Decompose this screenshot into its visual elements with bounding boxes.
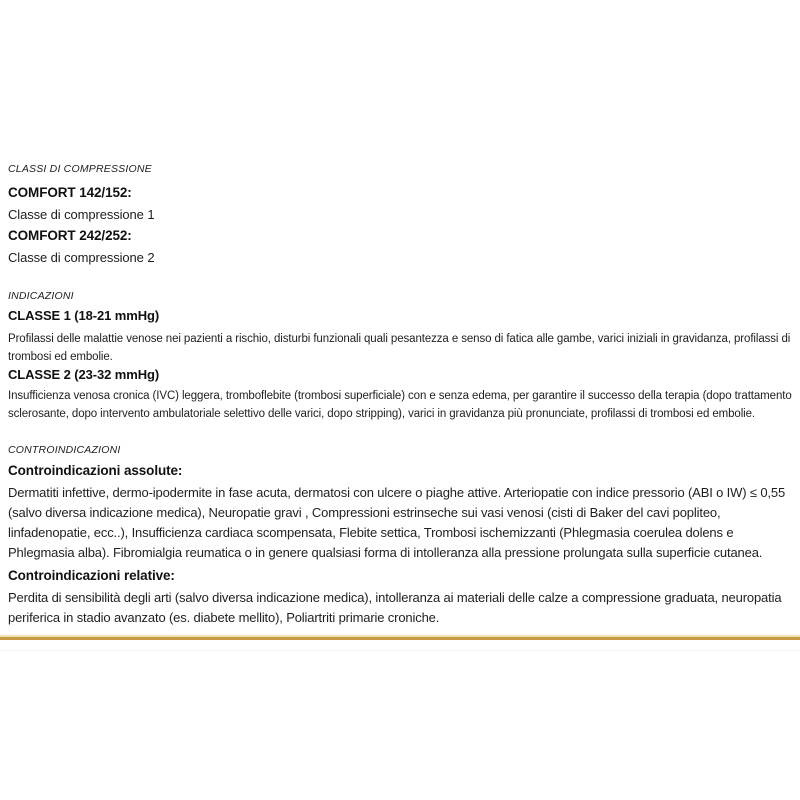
- gold-divider-line: [0, 637, 800, 640]
- comfort-242-252-value: Classe di compressione 2: [8, 250, 155, 265]
- comfort-242-252-label: COMFORT 242/252:: [8, 228, 132, 243]
- classe-1-text: Profilassi delle malattie venose nei pazienti a rischio, disturbi funzionali quali pesantezza e senso di fatica alle gambe, varici iniziali in gravidanza, profilassi di trombosi ed embolie.: [8, 333, 791, 363]
- classe-2-title: CLASSE 2 (23-32 mmHg): [8, 367, 160, 382]
- section-heading-indicazioni: INDICAZIONI: [8, 290, 74, 302]
- controindicazioni-assolute-text: Dermatiti infettive, dermo-ipodermite in fase acuta, dermatosi con ulcere o piaghe attive. Arteriopatie con indice pressorio (ABI o IW) ≤ 0,55 (salvo diversa indicazione medica), Neuropatie gravi , Compressioni estrinseche sui vasi venosi (cisti di Baker del cavi popliteo, linfadenopatie, ecc..), Insufficienza cardiaca scompensata, Flebite settica, Trombosi ischemizzanti (Phlegmasia coerulea dolens e Phlegmasia alba). Fibromialgia reumatica o in genere qualsiasi forma di intolleranza alla pressione prolungata sulla superficie cutanea.: [8, 485, 786, 560]
- comfort-142-152-label: COMFORT 142/152:: [8, 185, 132, 200]
- controindicazioni-relative-text: Perdita di sensibilità degli arti (salvo diversa indicazione medica), intolleranza ai materiali delle calze a compressione graduata, neuropatia periferica in stadio avanzato (es. diabete mellito), Poliartriti primarie croniche.: [8, 590, 782, 625]
- section-heading-controindicazioni: CONTROINDICAZIONI: [8, 444, 121, 456]
- classe-2-text: Insufficienza venosa cronica (IVC) leggera, tromboflebite (trombosi superficiale) con e senza edema, per garantire il successo della terapia (dopo trattamento sclerosante, dopo intervento ambulatoriale selettivo delle varici, dopo stripping), varici in gravidanza più pronunciate, profilassi di trombosi ed embolie.: [8, 390, 792, 420]
- controindicazioni-assolute-title: Controindicazioni assolute:: [8, 463, 183, 478]
- controindicazioni-relative-title: Controindicazioni relative:: [8, 568, 175, 583]
- gold-divider-rule: [0, 635, 800, 640]
- section-heading-classi-di-compressione: CLASSI DI COMPRESSIONE: [8, 163, 152, 175]
- faint-section-rule: [0, 650, 800, 651]
- classe-1-title: CLASSE 1 (18-21 mmHg): [8, 308, 160, 323]
- comfort-142-152-value: Classe di compressione 1: [8, 207, 155, 222]
